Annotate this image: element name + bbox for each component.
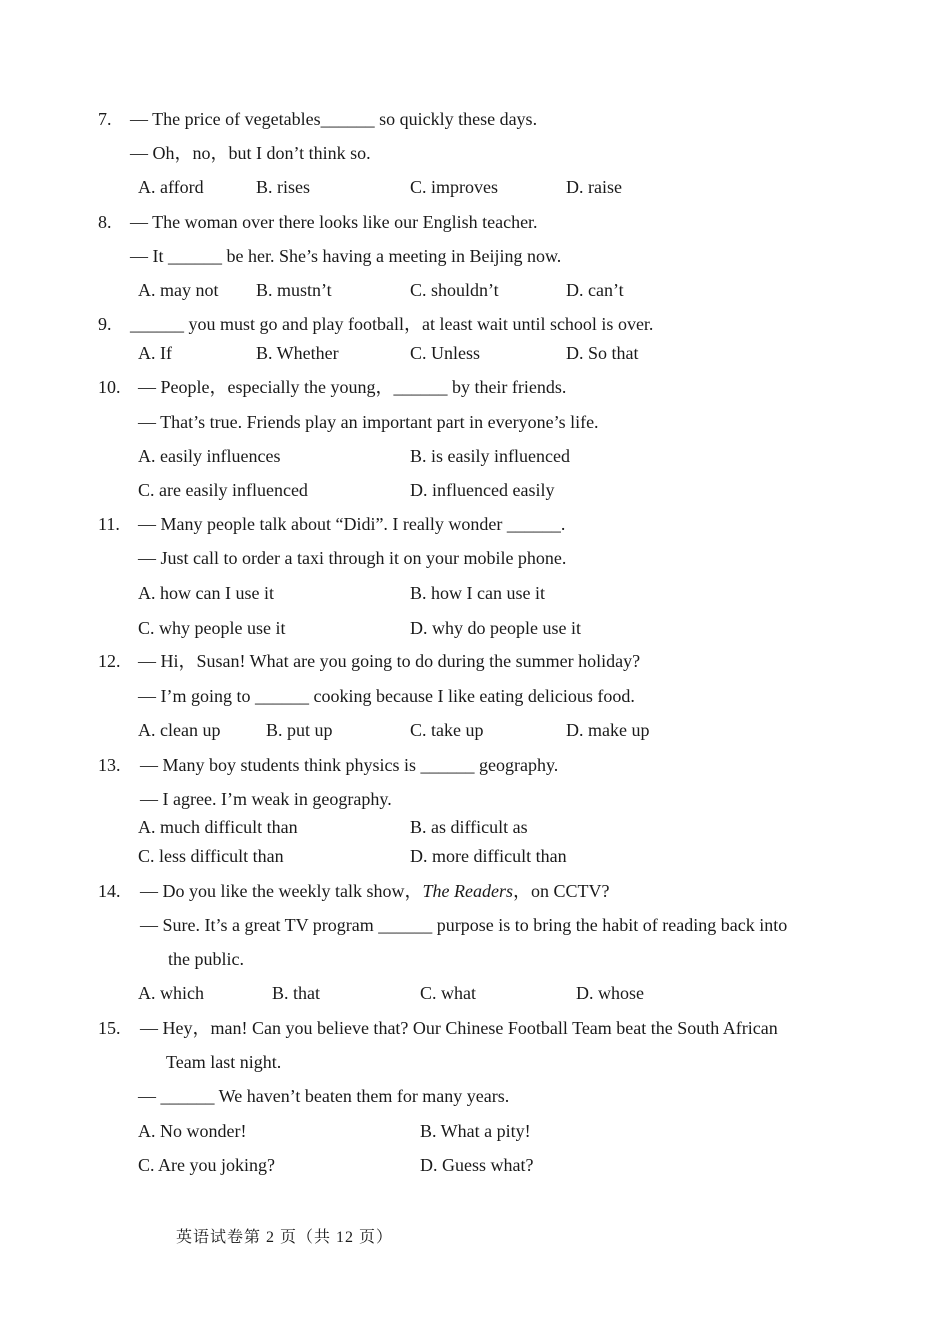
- q8-line-1: — The woman over there looks like our English teacher.: [130, 212, 538, 232]
- q15-line-2: Team last night.: [166, 1052, 282, 1072]
- q15-number: 15.: [98, 1018, 121, 1038]
- q10-line-1: — People，especially the young，______ by their friends.: [138, 377, 567, 397]
- q9-option-a: A. If: [138, 343, 172, 363]
- q15-option-a: A. No wonder!: [138, 1121, 247, 1141]
- q7-line-1: — The price of vegetables______ so quickly these days.: [130, 109, 538, 129]
- q15-line-3: — ______ We haven’t beaten them for many years.: [138, 1086, 510, 1106]
- q14-line-3: the public.: [168, 949, 244, 969]
- q7-option-b: B. rises: [256, 177, 310, 197]
- q8-number: 8.: [98, 212, 112, 232]
- q12-option-c: C. take up: [410, 720, 484, 740]
- q8-option-a: A. may not: [138, 280, 219, 300]
- q9-option-b: B. Whether: [256, 343, 339, 363]
- q12-option-a: A. clean up: [138, 720, 221, 740]
- q13-number: 13.: [98, 755, 121, 775]
- q15-option-b: B. What a pity!: [420, 1121, 531, 1141]
- q13-option-a: A. much difficult than: [138, 817, 298, 837]
- q10-line-2: — That’s true. Friends play an important part in everyone’s life.: [138, 412, 599, 432]
- q11-option-c: C. why people use it: [138, 618, 286, 638]
- page-footer: 英语试卷第 2 页（共 12 页）: [176, 1229, 394, 1246]
- q12-line-2: — I’m going to ______ cooking because I like eating delicious food.: [138, 686, 635, 706]
- q8-option-c: C. shouldn’t: [410, 280, 499, 300]
- q14-line-1: [140, 880, 609, 902]
- q12-line-1: — Hi，Susan! What are you going to do during the summer holiday?: [138, 651, 641, 671]
- q11-line-1: — Many people talk about “Didi”. I really wonder ______.: [138, 514, 566, 534]
- q14-option-d: D. whose: [576, 983, 644, 1003]
- q14-option-c: C. what: [420, 983, 476, 1003]
- q13-line-1: — Many boy students think physics is ______ geography.: [140, 755, 559, 775]
- q9-option-d: D. So that: [566, 343, 639, 363]
- q7-number: 7.: [98, 109, 112, 129]
- q13-option-c: C. less difficult than: [138, 846, 284, 866]
- q13-line-2: — I agree. I’m weak in geography.: [140, 789, 392, 809]
- q11-option-a: A. how can I use it: [138, 583, 274, 603]
- q14-number: 14.: [98, 881, 121, 901]
- q14-line-1-post: ，on CCTV?: [512, 881, 610, 901]
- q12-option-b: B. put up: [266, 720, 333, 740]
- q9-number: 9.: [98, 314, 112, 334]
- q12-number: 12.: [98, 651, 121, 671]
- q10-option-a: A. easily influences: [138, 446, 281, 466]
- q7-option-a: A. afford: [138, 177, 204, 197]
- q9-option-c: C. Unless: [410, 343, 481, 363]
- q11-option-b: B. how I can use it: [410, 583, 545, 603]
- q11-line-2: — Just call to order a taxi through it on your mobile phone.: [138, 548, 567, 568]
- q10-number: 10.: [98, 377, 121, 397]
- q7-option-d: D. raise: [566, 177, 622, 197]
- q14-show-title: The Readers: [422, 881, 513, 901]
- q14-option-b: B. that: [272, 983, 320, 1003]
- q13-option-b: B. as difficult as: [410, 817, 528, 837]
- q10-option-c: C. are easily influenced: [138, 480, 308, 500]
- q14-line-1-pre: — Do you like the weekly talk show，: [140, 881, 423, 901]
- q8-option-b: B. mustn’t: [256, 280, 332, 300]
- q15-option-d: D. Guess what?: [420, 1155, 534, 1175]
- q7-option-c: C. improves: [410, 177, 498, 197]
- q10-option-d: D. influenced easily: [410, 480, 555, 500]
- q9-line-1: ______ you must go and play football，at least wait until school is over.: [130, 314, 654, 334]
- q7-line-2: — Oh，no，but I don’t think so.: [130, 143, 371, 163]
- q15-option-c: C. Are you joking?: [138, 1155, 275, 1175]
- q11-option-d: D. why do people use it: [410, 618, 581, 638]
- q12-option-d: D. make up: [566, 720, 650, 740]
- q10-option-b: B. is easily influenced: [410, 446, 570, 466]
- q14-line-2: — Sure. It’s a great TV program ______ purpose is to bring the habit of reading back into: [140, 915, 788, 935]
- q8-option-d: D. can’t: [566, 280, 624, 300]
- q11-number: 11.: [98, 514, 120, 534]
- q15-line-1: — Hey，man! Can you believe that? Our Chinese Football Team beat the South African: [140, 1018, 778, 1038]
- q13-option-d: D. more difficult than: [410, 846, 567, 866]
- q14-option-a: A. which: [138, 983, 204, 1003]
- q8-line-2: — It ______ be her. She’s having a meeting in Beijing now.: [130, 246, 562, 266]
